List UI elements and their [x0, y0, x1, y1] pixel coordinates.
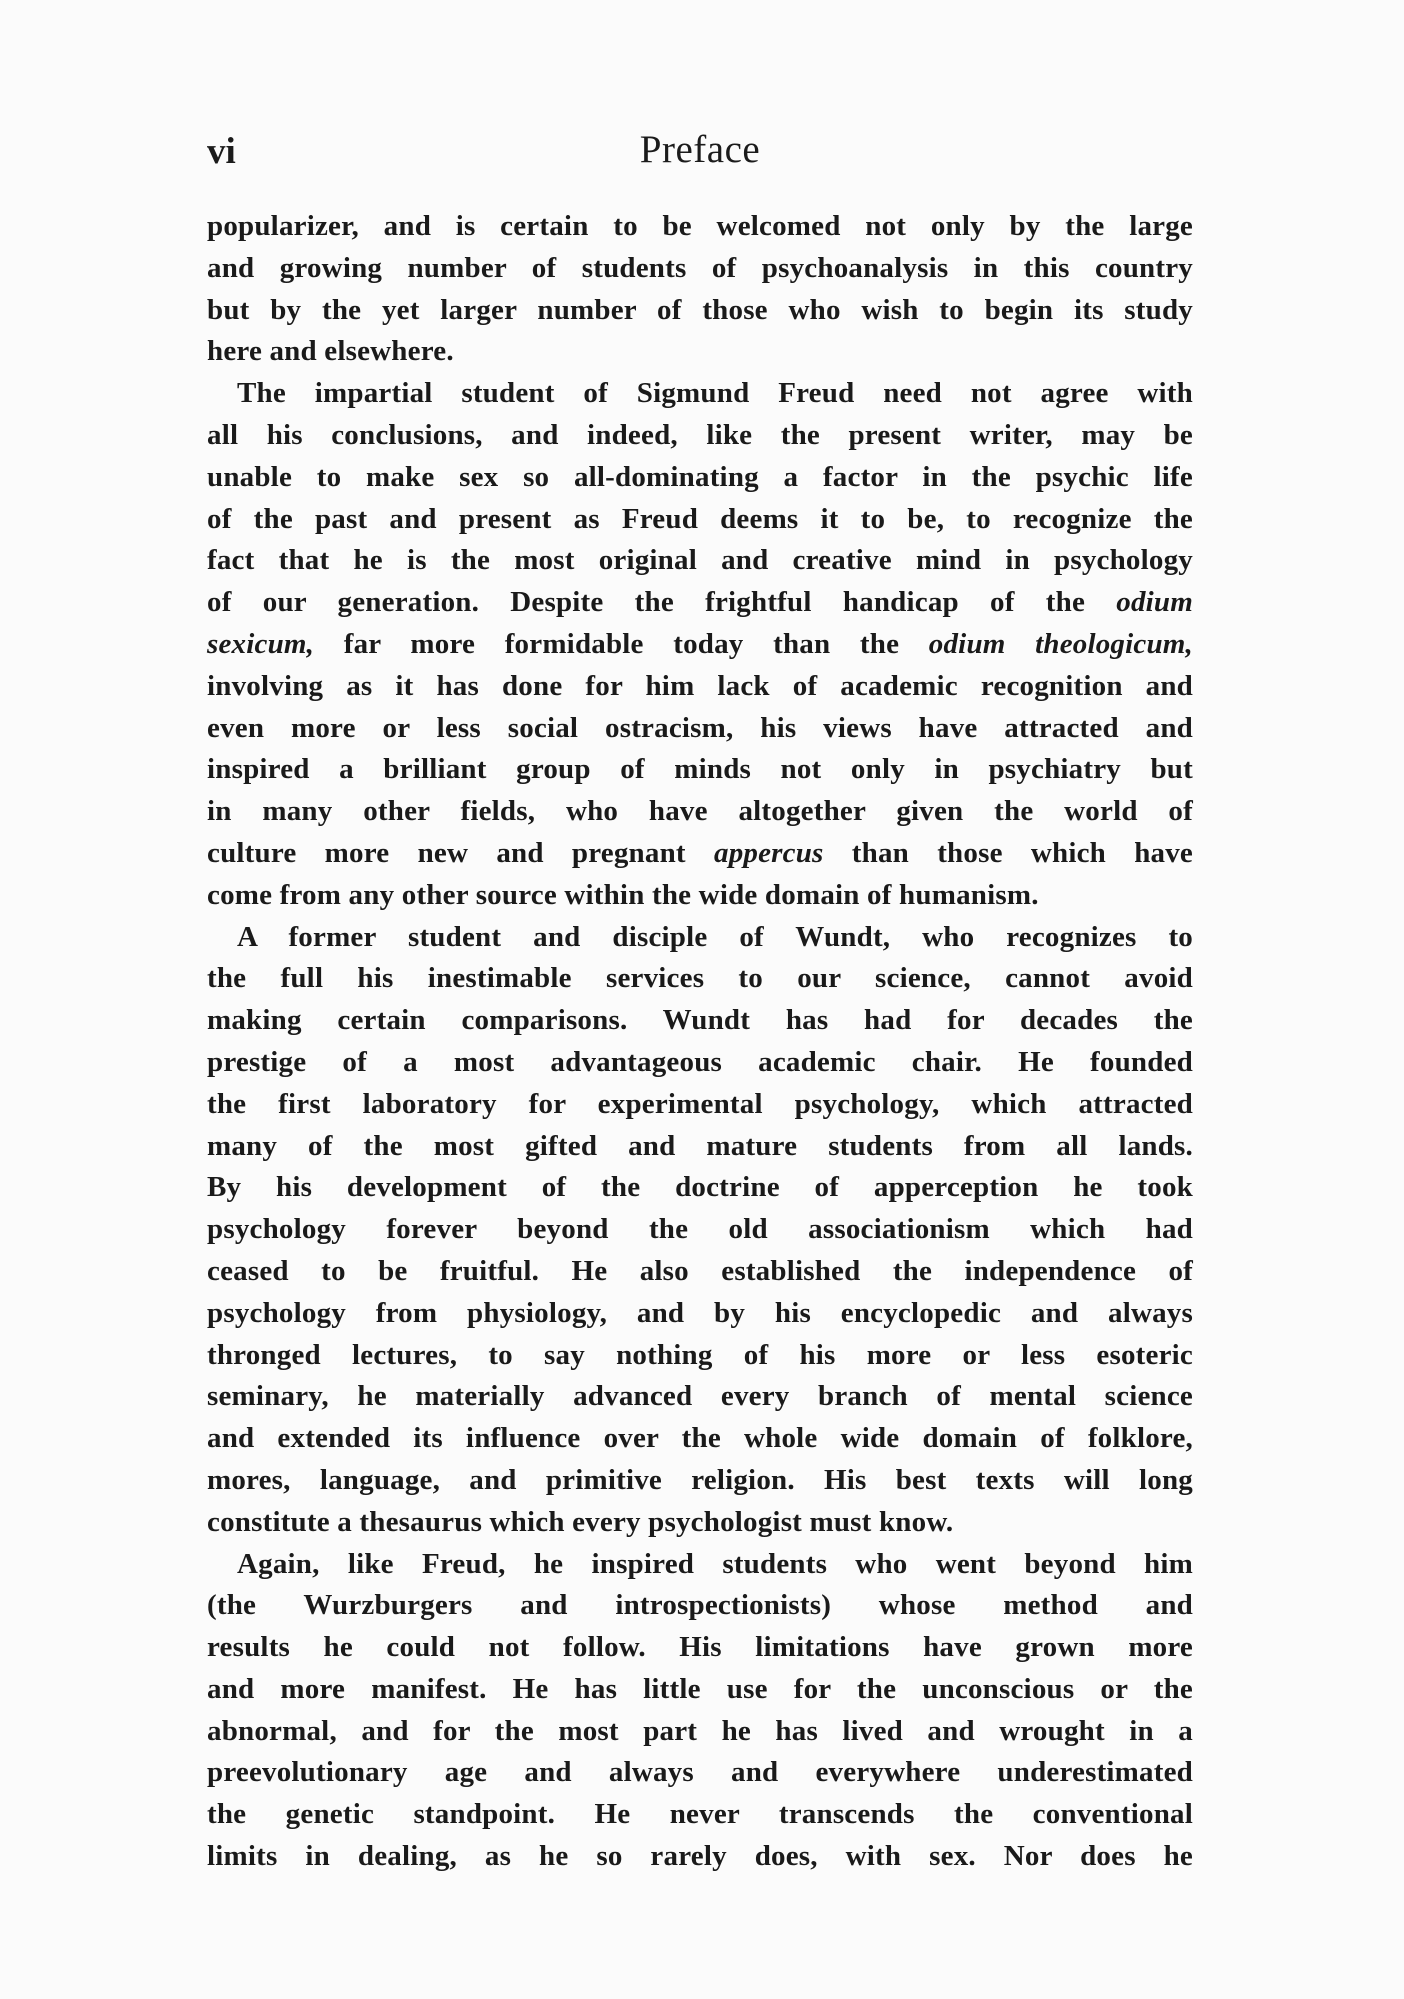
text-run: culture more new and pregnant	[207, 836, 714, 869]
text-line: but by the yet larger number of those who wish to begin its study	[207, 293, 1193, 326]
text-line: making certain comparisons. Wundt has had for decades the	[207, 1004, 1193, 1037]
text-line: seminary, he materially advanced every branch of mental science	[207, 1380, 1193, 1413]
text-line: of the past and present as Freud deems it to be, to recognize the	[207, 502, 1193, 535]
italic-text: odium theologicum,	[928, 627, 1193, 660]
paragraph-first-line: The impartial student of Sigmund Freud need not agree with	[237, 377, 1193, 410]
text-line: psychology from physiology, and by his encyclopedic and always	[207, 1296, 1193, 1329]
text-line: the genetic standpoint. He never transcends the conventional	[207, 1798, 1193, 1831]
text-line: and extended its influence over the whole wide domain of folklore,	[207, 1422, 1193, 1455]
text-line: preevolutionary age and always and everywhere underestimated	[207, 1756, 1193, 1789]
text-line: come from any other source within the wide domain of humanism.	[207, 878, 1039, 911]
text-line	[207, 624, 1193, 666]
text-line	[207, 833, 1193, 875]
running-head: Preface	[639, 128, 761, 171]
text-line: inspired a brilliant group of minds not only in psychiatry but	[207, 753, 1193, 786]
page-number: vi	[207, 131, 236, 172]
text-line: involving as it has done for him lack of academic recognition and	[207, 669, 1193, 702]
text-line: even more or less social ostracism, his views have attracted and	[207, 711, 1193, 744]
text-line: prestige of a most advantageous academic chair. He founded	[207, 1045, 1193, 1078]
text-run: far more formidable today than the	[314, 627, 929, 660]
text-line: all his conclusions, and indeed, like the present writer, may be	[207, 418, 1193, 451]
text-line: in many other fields, who have altogether given the world of	[207, 795, 1193, 828]
page-header	[207, 126, 1193, 176]
text-line: mores, language, and primitive religion. His best texts will long	[207, 1463, 1193, 1496]
paragraph-first-line: Again, like Freud, he inspired students who went beyond him	[237, 1547, 1193, 1580]
text-line: fact that he is the most original and creative mind in psychology	[207, 544, 1193, 577]
text-line: popularizer, and is certain to be welcomed not only by the large	[207, 210, 1193, 242]
paragraph-first-line: A former student and disciple of Wundt, who recognizes to	[237, 920, 1193, 953]
text-line: many of the most gifted and mature students from all lands.	[207, 1129, 1193, 1162]
text-line: results he could not follow. His limitations have grown more	[207, 1631, 1193, 1664]
text-line: and growing number of students of psychoanalysis in this country	[207, 251, 1193, 284]
text-line: and more manifest. He has little use for the unconscious or the	[207, 1672, 1193, 1705]
text-line: abnormal, and for the most part he has lived and wrought in a	[207, 1714, 1193, 1747]
text-line: constitute a thesaurus which every psychologist must know.	[207, 1505, 954, 1538]
text-run: than those which have	[823, 836, 1194, 869]
text-line	[207, 582, 1193, 624]
text-line: limits in dealing, as he so rarely does, with sex. Nor does he	[207, 1840, 1193, 1873]
text-line: the first laboratory for experimental psychology, which attracted	[207, 1087, 1193, 1120]
text-line: By his development of the doctrine of apperception he took	[207, 1171, 1193, 1204]
text-line: unable to make sex so all-dominating a factor in the psychic life	[207, 460, 1193, 493]
text-line: the full his inestimable services to our science, cannot avoid	[207, 962, 1193, 995]
text-line: here and elsewhere.	[207, 335, 454, 368]
italic-text: sexicum,	[207, 627, 315, 660]
text-line: thronged lectures, to say nothing of his more or less esoteric	[207, 1338, 1193, 1371]
body-text	[207, 206, 1193, 1878]
text-line: (the Wurzburgers and introspectionists) whose method and	[207, 1589, 1193, 1622]
italic-text: appercus	[714, 836, 824, 869]
text-line: psychology forever beyond the old associationism which had	[207, 1213, 1193, 1246]
text-line: ceased to be fruitful. He also established the independence of	[207, 1254, 1193, 1287]
italic-text: odium	[1116, 586, 1193, 619]
text-run: of our generation. Despite the frightful handicap of the	[207, 586, 1117, 619]
